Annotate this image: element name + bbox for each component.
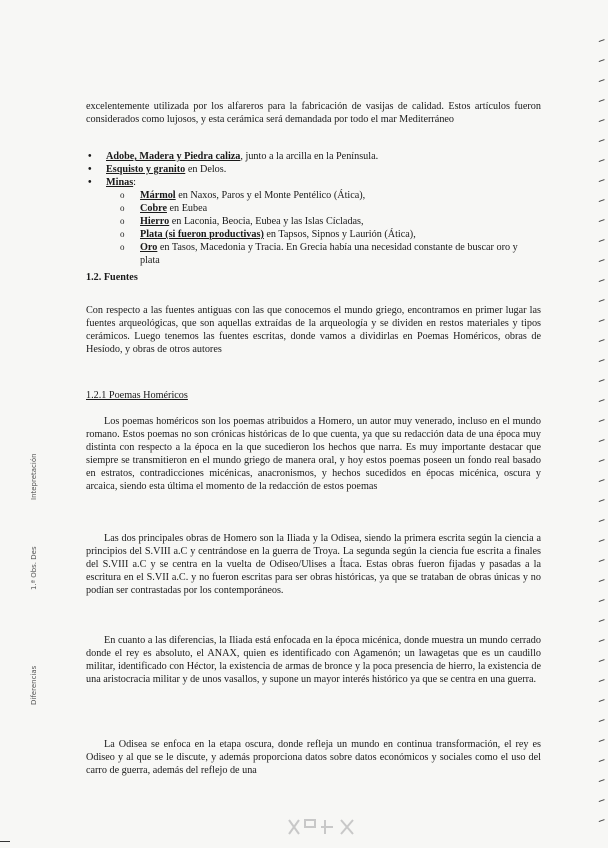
- binding-tick: [599, 179, 606, 184]
- binding-tick: [599, 599, 606, 604]
- item-bold: Mármol: [140, 190, 176, 201]
- faded-stamp: [285, 816, 365, 838]
- binding-tick: [599, 79, 606, 84]
- binding-tick: [599, 219, 606, 224]
- poemas-paragraph-3: En cuanto a las diferencias, la Iliada está enfocada en la época micénica, donde muestra un mundo cerrado donde el rey es absoluto, el ANAX, quien es identificado con Agamenón; un lawagetas que es un caudillo militar, identificado con Héctor, la existencia de armas de bronce y la poca presencia de hierro, la existencia de una aristocracia militar y de unos vasallos, y supone un mayor interés histórico ya que se centra en una guerra.: [86, 635, 541, 685]
- binding-tick: [599, 519, 606, 524]
- binding-tick: [599, 799, 606, 804]
- binding-tick: [599, 139, 606, 144]
- binding-tick: [599, 579, 606, 584]
- list-item: [86, 150, 541, 163]
- margin-note: 1.ª Obs. Des: [30, 546, 38, 590]
- binding-tick: [599, 319, 606, 324]
- binding-tick: [599, 259, 606, 264]
- list-item: [118, 202, 538, 215]
- binding-tick: [599, 359, 606, 364]
- poemas-paragraph-1: Los poemas homéricos son los poemas atribuidos a Homero, un autor muy venerado, incluso en el mundo romano. Estos poemas no son crónicas históricas de lo que cuenta, ya que su redacción data de una época muy distinta con respecto a la época en la que sucedieron los hechos que narra. Es muy importante destacar que siempre se transmitieron en el mundo griego de manera oral, y hoy estos poemas poseen un fondo real basado en estratos, contradicciones micénicas, anacronismos, y hechos sucedidos en épocas micénica, oscura y arcaica, siendo esta última el momento de la redacción de estos poemas: [86, 416, 541, 492]
- binding-tick: [599, 439, 606, 444]
- binding-tick: [599, 119, 606, 124]
- list-item: [118, 189, 538, 202]
- binding-tick: [599, 619, 606, 624]
- margin-note: Intepretación: [30, 453, 38, 500]
- binding-tick: [599, 779, 606, 784]
- item-text: en Naxos, Paros y el Monte Pentélico (Ática),: [175, 190, 366, 201]
- poemas-paragraph-4: La Odisea se enfoca en la etapa oscura, donde refleja un mundo en continua transformación, el rey es Odiseo y al que se le discute, y además proporciona datos sobre datos económicos y sociales como el uso del carro de guerra, además del reflejo de una: [86, 739, 541, 776]
- binding-tick: [599, 279, 606, 284]
- binding-tick: [599, 239, 606, 244]
- binding-marks: [594, 40, 608, 840]
- binding-tick: [599, 339, 606, 344]
- subsection-heading: 1.2.1 Poemas Homéricos: [86, 390, 188, 401]
- binding-tick: [599, 539, 606, 544]
- page-edge-mark: [0, 841, 10, 842]
- item-text: , junto a la arcilla en la Península.: [240, 151, 379, 162]
- item-text: en Tasos, Macedonia y Tracia. En Grecia había una necesidad constante de buscar oro y plata: [140, 242, 518, 266]
- item-bold: Cobre: [140, 203, 167, 214]
- binding-tick: [599, 479, 606, 484]
- binding-tick: [599, 459, 606, 464]
- fuentes-paragraph: Con respecto a las fuentes antiguas con las que conocemos el mundo griego, encontramos en primer lugar las fuentes arqueológicas, que son aquellas extraídas de la arqueología y se dividen en restos materiales y tipos cerámicos. Luego tenemos las fuentes escritas, donde vamos a dividirlas en Poemas Homéricos, obras de Hesíodo, y obras de otros autores: [86, 305, 541, 355]
- item-bold: Oro: [140, 242, 158, 253]
- binding-tick: [599, 159, 606, 164]
- minas-list: [118, 189, 538, 267]
- intro-paragraph: excelentemente utilizada por los alfareros para la fabricación de vasijas de calidad. Estos artículos fueron considerados como lujosos, y esta cerámica será demandada por todo el mar Mediterráneo: [86, 101, 541, 125]
- materials-list: [86, 150, 541, 189]
- binding-tick: [599, 719, 606, 724]
- binding-tick: [599, 39, 606, 44]
- binding-tick: [599, 59, 606, 64]
- binding-tick: [599, 679, 606, 684]
- binding-tick: [599, 499, 606, 504]
- item-text: en Tapsos, Sipnos y Laurión (Ática),: [263, 229, 416, 240]
- list-item: [118, 241, 538, 267]
- binding-tick: [599, 699, 606, 704]
- item-bold: Minas: [106, 177, 134, 188]
- binding-tick: [599, 399, 606, 404]
- binding-tick: [599, 559, 606, 564]
- list-item: [118, 228, 538, 241]
- binding-tick: [599, 819, 606, 824]
- binding-tick: [599, 659, 606, 664]
- item-bold: Esquisto y granito: [106, 164, 186, 175]
- item-bold: Adobe, Madera y Piedra caliza: [106, 151, 241, 162]
- binding-tick: [599, 199, 606, 204]
- poemas-paragraph-2: Las dos principales obras de Homero son la Iliada y la Odisea, siendo la primera escrita según la ciencia a principios del S.VIII a.C y centrándose en la guerra de Troya. La segunda según la ciencia fue escrita a finales del S.VIII a.C y se centra en la vuelta de Odiseo/Ulises a Ítaca. Estas obras fueron fijadas y pasadas a la escritura en el S.VII a.C. y no fueron escritas para ser obras históricas, ya que se trataban de obras únicas y no podían ser contrastadas por los contemporáneos.: [86, 533, 541, 596]
- binding-tick: [599, 299, 606, 304]
- list-item: [86, 176, 541, 189]
- binding-tick: [599, 419, 606, 424]
- margin-note: Diferencias: [30, 665, 38, 705]
- list-item: [86, 163, 541, 176]
- binding-tick: [599, 759, 606, 764]
- item-text: en Delos.: [185, 164, 227, 175]
- item-bold: Hierro: [140, 216, 170, 227]
- binding-tick: [599, 379, 606, 384]
- item-text: en Laconia, Beocia, Eubea y las Islas Cícladas,: [169, 216, 364, 227]
- binding-tick: [599, 99, 606, 104]
- section-heading: 1.2. Fuentes: [86, 272, 138, 283]
- item-bold: Plata (si fueron productivas): [140, 229, 264, 240]
- binding-tick: [599, 739, 606, 744]
- list-item: [118, 215, 538, 228]
- item-text: :: [133, 177, 137, 188]
- item-text: en Eubea: [166, 203, 208, 214]
- binding-tick: [599, 639, 606, 644]
